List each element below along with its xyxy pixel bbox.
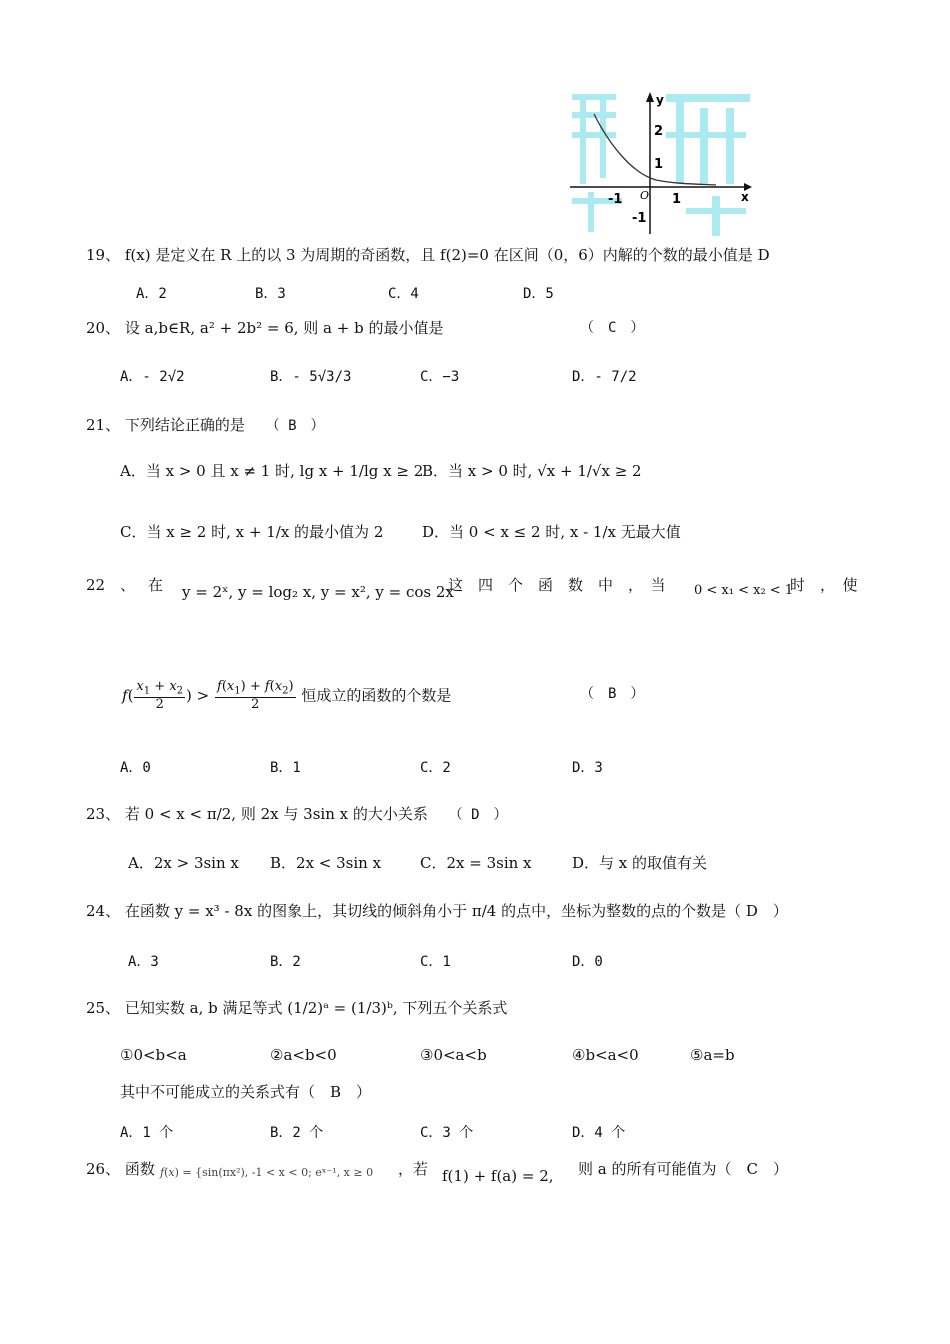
question-22-text: 这 四 个 函 数 中 ， 当 <box>448 576 666 594</box>
question-number: 25、 <box>86 999 121 1017</box>
function-graph <box>566 88 756 238</box>
q25-relation-4: ④b<a<0 <box>572 1046 639 1064</box>
q20-option-d: D．- 7/2 <box>572 369 637 385</box>
graph-svg <box>566 88 756 238</box>
x-tick-1: 1 <box>672 192 682 207</box>
question-text: 函数 <box>124 1160 155 1178</box>
q24-option-d: D．0 <box>572 954 603 970</box>
x-axis-label: x <box>741 190 749 204</box>
q22-option-d: D．3 <box>572 760 603 776</box>
question-number: 19、 <box>86 246 121 264</box>
q23-option-b: B．2x < 3sin x <box>270 854 382 872</box>
q26-condition: f(1) + f(a) = 2, <box>442 1167 554 1185</box>
question-20 <box>86 317 443 338</box>
q26-piecewise: f(x) = {sin(πx²), -1 < x < 0; eˣ⁻¹, x ≥ 0 <box>160 1166 374 1179</box>
question-number: 21、 <box>86 416 121 434</box>
question-19 <box>86 244 770 265</box>
q25-option-a: A．1 个 <box>120 1125 174 1141</box>
q25-sub-question: 其中不可能成立的关系式有（ B ） <box>120 1083 372 1101</box>
q19-option-c: C．4 <box>388 286 419 302</box>
question-text: 设 a,b∈R, a² + 2b² = 6, 则 a + b 的最小值是 <box>124 319 444 337</box>
question-text: 若 0 < x < π/2, 则 2x 与 3sin x 的大小关系 <box>124 805 428 823</box>
question-25 <box>86 997 507 1018</box>
q25-option-c: C．3 个 <box>420 1125 474 1141</box>
question-22-text-end: 时 ， 使 <box>790 576 858 594</box>
y-tick-2: 2 <box>654 124 664 139</box>
q20-option-c: C．−3 <box>420 369 460 385</box>
q19-option-b: B．3 <box>255 286 286 302</box>
q23-option-d: D．与 x 的取值有关 <box>572 854 708 872</box>
q21-answer: （ B ） <box>265 418 325 434</box>
question-26 <box>86 1158 155 1179</box>
q20-option-a: A．- 2√2 <box>120 369 185 385</box>
q22-answer: （ B ） <box>580 686 645 702</box>
q26-text-mid: ，若 <box>398 1160 429 1178</box>
q26-text-end: 则 a 的所有可能值为（ C ） <box>578 1160 788 1178</box>
q21-option-d: D．当 0 < x ≤ 2 时, x - 1/x 无最大值 <box>422 523 681 541</box>
q22-option-a: A．0 <box>120 760 151 776</box>
question-22-word: 在 <box>148 576 164 594</box>
q25-option-b: B．2 个 <box>270 1125 324 1141</box>
q25-relation-3: ③0<a<b <box>420 1046 487 1064</box>
q24-option-a: A．3 <box>128 954 159 970</box>
question-22-number: 22 、 <box>86 576 136 594</box>
q25-relation-1: ①0<b<a <box>120 1046 187 1064</box>
q21-option-b: B．当 x > 0 时, √x + 1/√x ≥ 2 <box>422 462 642 480</box>
question-text: 在函数 y = x³ - 8x 的图象上，其切线的倾斜角小于 π/4 的点中，坐标为整数的点的个数是（ D ） <box>124 902 788 920</box>
q24-option-c: C．1 <box>420 954 451 970</box>
y-axis-label: y <box>656 93 664 107</box>
q25-relation-5: ⑤a=b <box>690 1046 735 1064</box>
q19-option-a: A．2 <box>136 286 167 302</box>
q23-option-a: A．2x > 3sin x <box>128 854 239 872</box>
x-tick-neg1: -1 <box>608 192 623 207</box>
question-number: 20、 <box>86 319 121 337</box>
question-22-inequality: f( $\frac{x_1 + x_2}{2}$ ) > $\frac{f(x_1) + f(x_2)}{2}$ 恒成立的函数的个数是 <box>122 679 452 713</box>
question-24 <box>86 900 788 921</box>
q24-option-b: B．2 <box>270 954 301 970</box>
question-21 <box>86 414 325 435</box>
q26-piecewise-text: sin(πx²), -1 < x < 0; eˣ⁻¹, x ≥ 0 <box>202 1166 374 1179</box>
question-23 <box>86 803 508 824</box>
q21-option-a: A．当 x > 0 且 x ≠ 1 时, lg x + 1/lg x ≥ 2 <box>120 462 424 480</box>
q25-relation-2: ②a<b<0 <box>270 1046 337 1064</box>
y-tick-1: 1 <box>654 157 664 172</box>
q21-option-c: C．当 x ≥ 2 时, x + 1/x 的最小值为 2 <box>120 523 384 541</box>
question-number: 26、 <box>86 1160 121 1178</box>
q19-option-d: D．5 <box>523 286 554 302</box>
origin-label: O <box>640 189 650 202</box>
q20-answer: （ C ） <box>580 320 645 336</box>
question-number: 24、 <box>86 902 121 920</box>
question-22-condition: 0 < x₁ < x₂ < 1 <box>694 583 794 598</box>
question-text: 已知实数 a, b 满足等式 (1/2)ᵃ = (1/3)ᵇ, 下列五个关系式 <box>124 999 508 1017</box>
question-text: 下列结论正确的是 <box>124 416 245 434</box>
q22-option-c: C．2 <box>420 760 451 776</box>
q20-option-b: B．- 5√3/3 <box>270 369 352 385</box>
question-text: f(x) 是定义在 R 上的以 3 为周期的奇函数，且 f(2)=0 在区间（0，6）内解的个数的最小值是 D <box>124 246 770 264</box>
question-22-suffix: 恒成立的函数的个数是 <box>301 686 452 705</box>
q23-option-c: C．2x = 3sin x <box>420 854 532 872</box>
question-22-functions: y = 2ˣ, y = log₂ x, y = x², y = cos 2x <box>182 583 454 601</box>
y-axis-arrow <box>646 92 654 102</box>
q25-option-d: D．4 个 <box>572 1125 626 1141</box>
y-tick-neg1: -1 <box>632 211 647 226</box>
question-number: 23、 <box>86 805 121 823</box>
q22-option-b: B．1 <box>270 760 301 776</box>
q23-answer: （ D ） <box>448 807 508 823</box>
